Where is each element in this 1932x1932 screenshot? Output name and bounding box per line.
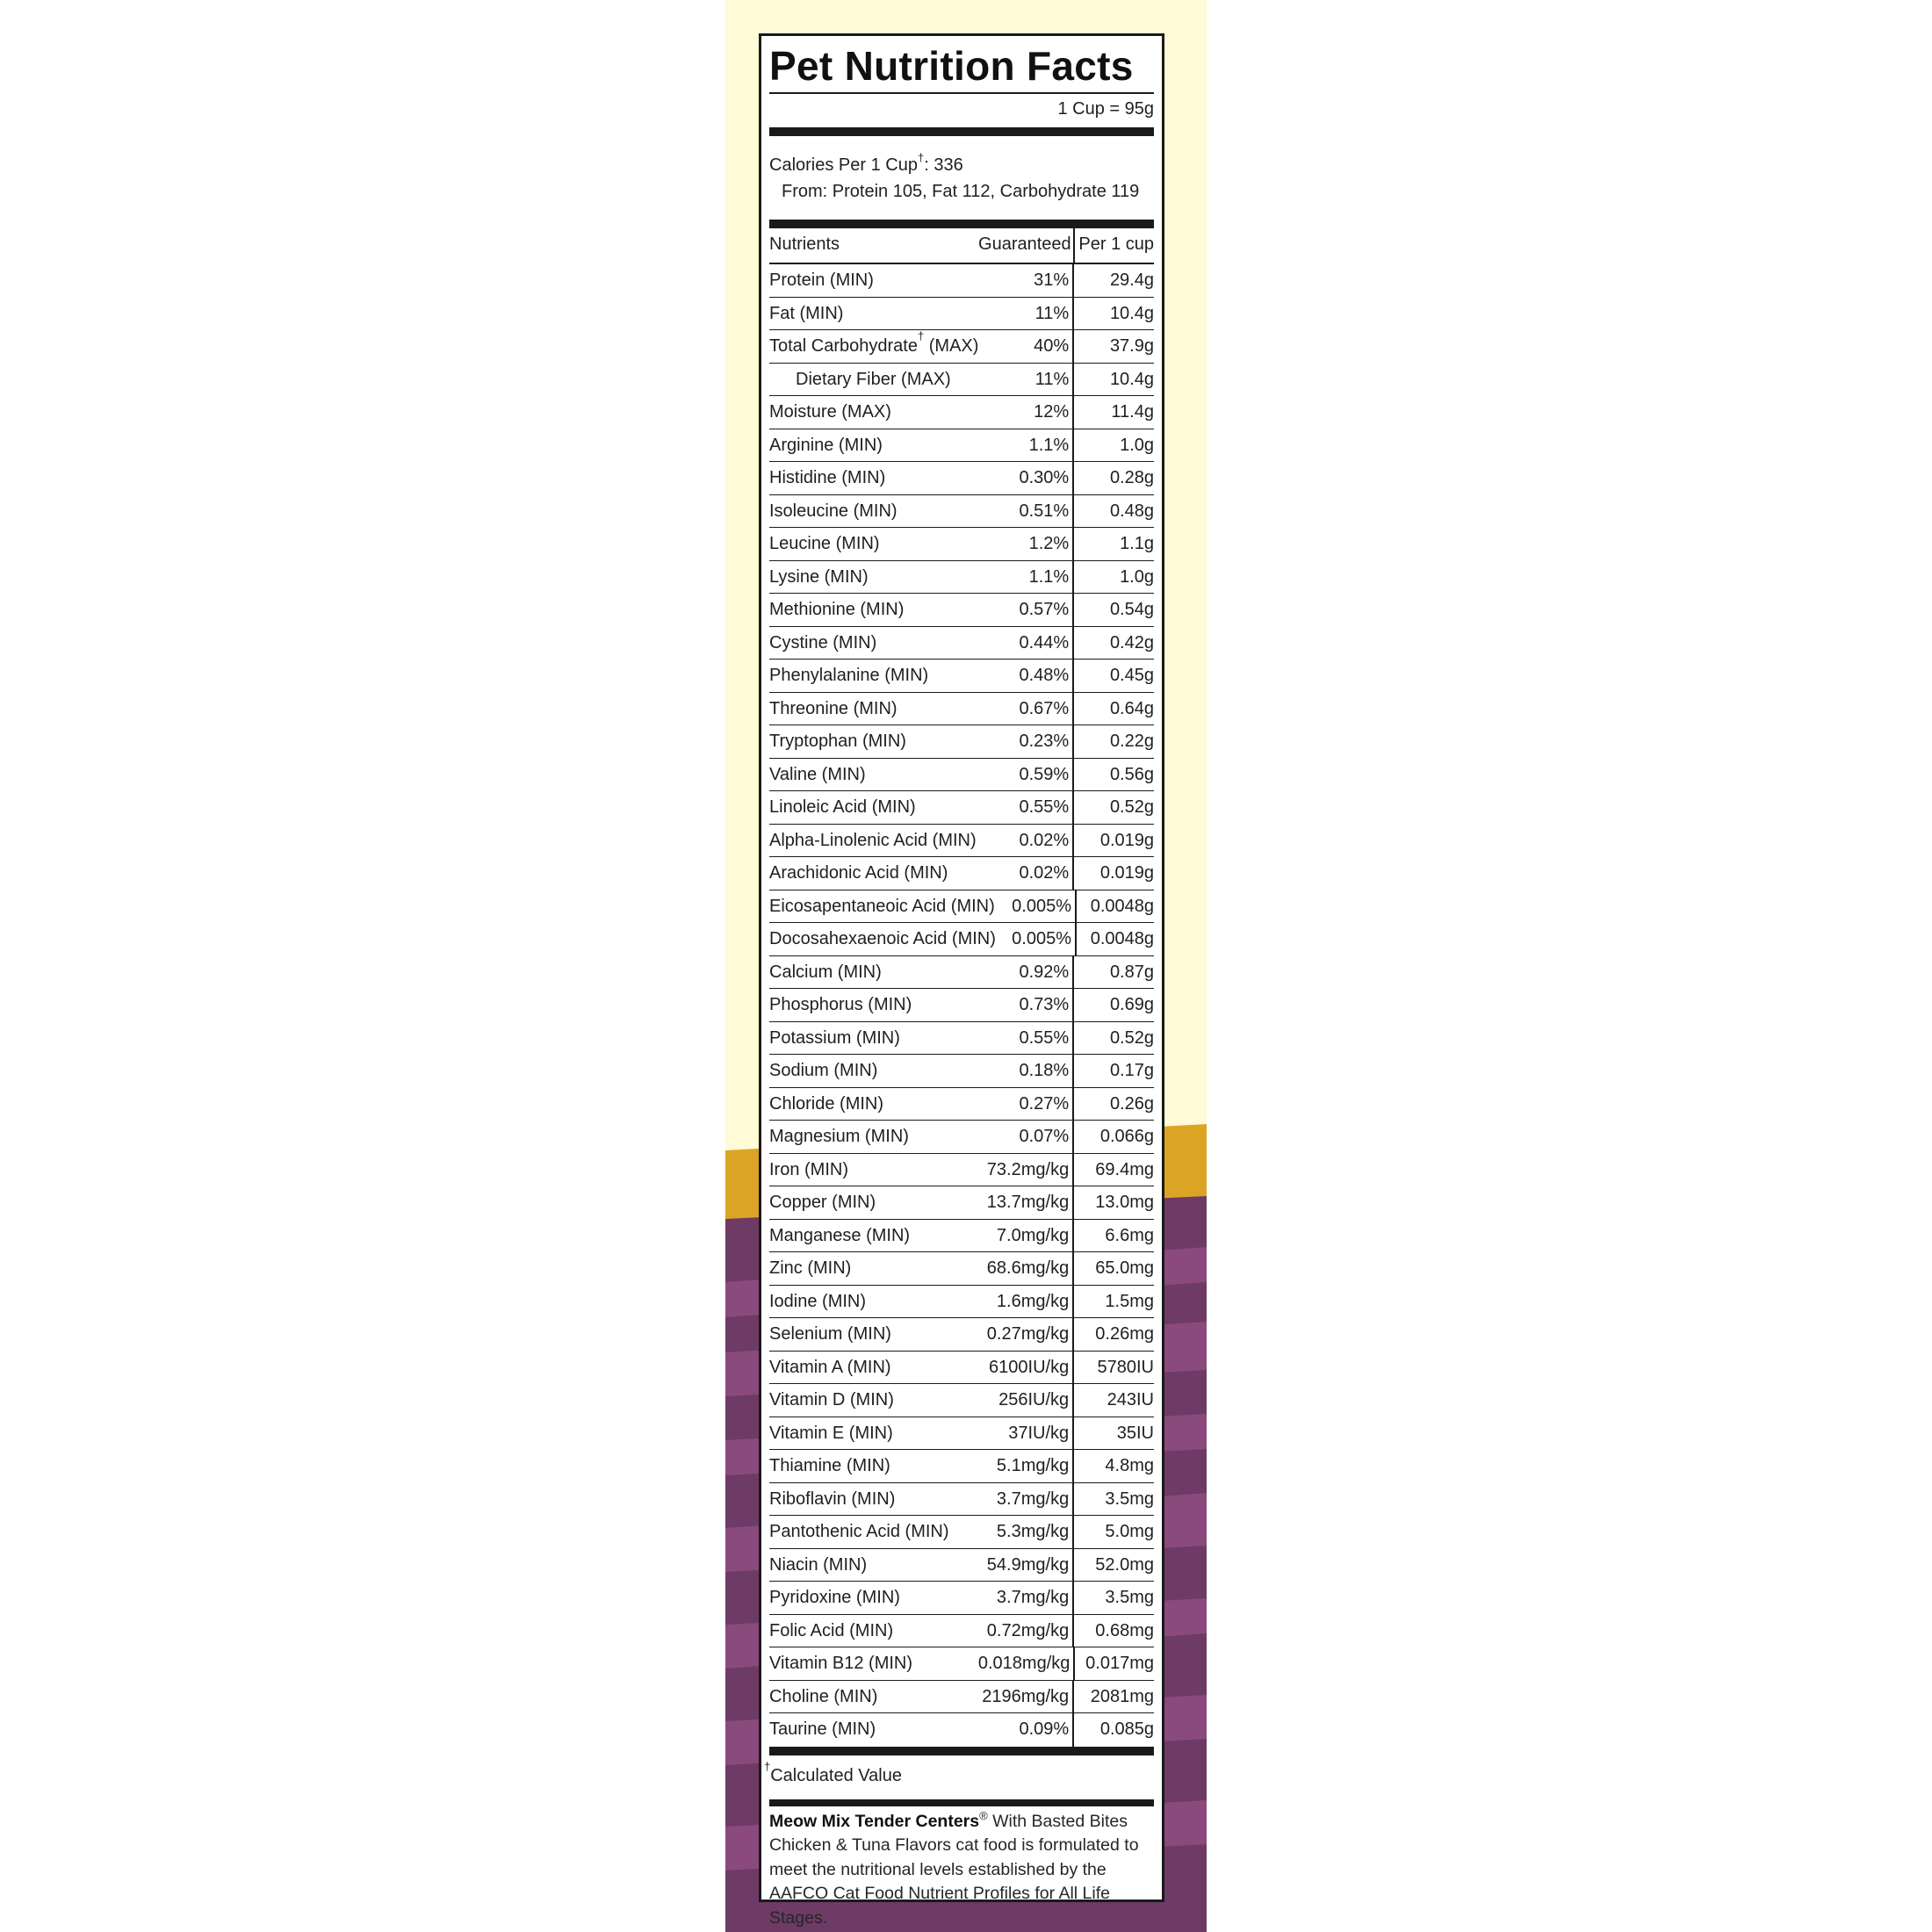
nutrient-name [769, 1055, 980, 1088]
nutrient-name-text: Manganese (MIN) [769, 1225, 911, 1245]
guaranteed-value: 0.005% [985, 923, 1075, 956]
guaranteed-value: 3.7mg/kg [980, 1582, 1072, 1615]
guaranteed-value: 0.73% [980, 989, 1072, 1022]
guaranteed-value: 0.51% [980, 495, 1072, 529]
serving-size: 1 Cup = 95g [769, 92, 1154, 127]
nutrient-name [769, 1483, 980, 1517]
nutrient-row [769, 759, 1154, 792]
guaranteed-value: 0.018mg/kg [978, 1647, 1073, 1681]
nutrient-row [769, 561, 1154, 595]
nutrient-row [769, 264, 1154, 298]
guaranteed-value: 2196mg/kg [980, 1681, 1072, 1714]
nutrient-row [769, 330, 1154, 364]
per-cup-value: 0.017mg [1073, 1647, 1154, 1681]
nutrient-row [769, 857, 1154, 890]
nutrient-name-text: Total Carbohydrate [769, 336, 918, 356]
nutrient-name [769, 1318, 980, 1352]
guaranteed-value: 68.6mg/kg [980, 1252, 1072, 1286]
nutrient-name-text: Sodium (MIN) [769, 1061, 878, 1080]
nutrient-name-text: Riboflavin (MIN) [769, 1489, 896, 1509]
nutrient-name [769, 1022, 980, 1056]
thick-divider [769, 1747, 1154, 1755]
nutrient-name-text: Phenylalanine (MIN) [769, 666, 929, 685]
per-cup-value: 11.4g [1072, 396, 1154, 429]
nutrient-name [769, 693, 980, 726]
nutrient-name [769, 660, 980, 693]
nutrient-name [769, 1450, 980, 1483]
per-cup-value: 243IU [1072, 1384, 1154, 1417]
nutrient-name [769, 594, 980, 627]
nutrient-row [769, 298, 1154, 331]
calories-block [769, 136, 1154, 220]
per-cup-value: 0.42g [1072, 627, 1154, 660]
nutrient-name [769, 1352, 980, 1385]
nutrient-name-text: Iron (MIN) [769, 1159, 848, 1179]
nutrient-name [769, 857, 980, 890]
per-cup-value: 10.4g [1072, 298, 1154, 331]
nutrient-name [769, 791, 980, 825]
nutrient-name-text: Niacin (MIN) [769, 1554, 868, 1575]
nutrient-name-text: Alpha-Linolenic Acid (MIN) [769, 830, 977, 850]
nutrient-name-suffix: (MAX) [924, 336, 979, 356]
guaranteed-value: 0.09% [1019, 1719, 1070, 1739]
header-nutrients: Nutrients [769, 234, 840, 254]
nutrient-row [769, 1615, 1154, 1648]
calories-label: Calories Per 1 Cup [769, 155, 918, 175]
nutrient-name-text: Selenium (MIN) [769, 1324, 891, 1344]
nutrient-name-text: Valine (MIN) [769, 764, 866, 784]
nutrient-name-text: Isoleucine (MIN) [769, 501, 898, 521]
calories-breakdown: From: Protein 105, Fat 112, Carbohydrate 119 [782, 182, 1140, 201]
nutrient-name [769, 1252, 980, 1286]
nutrient-row [769, 1582, 1154, 1615]
guaranteed-value: 3.7mg/kg [980, 1483, 1072, 1517]
nutrient-name-text: Eicosapentaneoic Acid (MIN) [769, 896, 995, 916]
guaranteed-value: 12% [980, 396, 1072, 429]
calories-dagger: † [917, 151, 925, 164]
nutrient-row [769, 890, 1154, 924]
per-cup-value: 0.019g [1072, 825, 1154, 858]
nutrient-name-text: Choline (MIN) [769, 1686, 878, 1706]
nutrient-name-text: Protein (MIN) [769, 270, 874, 290]
nutrient-name-text: Dietary Fiber (MAX) [796, 369, 951, 389]
per-cup-value: 0.28g [1072, 462, 1154, 495]
nutrient-name [769, 1549, 980, 1582]
nutrient-name [769, 1681, 980, 1714]
per-cup-value: 1.1g [1072, 528, 1154, 561]
guaranteed-value: 256IU/kg [980, 1384, 1072, 1417]
nutrient-name [769, 825, 980, 858]
guaranteed-value: 54.9mg/kg [980, 1549, 1072, 1582]
nutrient-name [769, 1516, 980, 1549]
nutrient-row [769, 1318, 1154, 1352]
nutrient-name-text: Docosahexaenoic Acid (MIN) [769, 929, 996, 948]
guaranteed-value: 0.07% [980, 1121, 1072, 1154]
guaranteed-value: 6100IU/kg [980, 1352, 1072, 1385]
calories-value: : 336 [924, 155, 963, 175]
nutrient-name [769, 429, 980, 463]
nutrient-name [769, 561, 980, 595]
statement-text: With Basted Bites Chicken & Tuna Flavors cat food is formulated to meet the nutritional levels established by the AAFCO Cat Food Nutrient Profiles for All Life Stages. [769, 1811, 1139, 1928]
guaranteed-value: 5.1mg/kg [980, 1450, 1072, 1483]
guaranteed-value: 0.55% [980, 1022, 1072, 1056]
per-cup-value: 3.5mg [1072, 1483, 1154, 1517]
nutrient-name [769, 627, 980, 660]
header-guaranteed: Guaranteed [978, 234, 1071, 254]
nutrient-name-text: Chloride (MIN) [769, 1093, 884, 1114]
nutrient-name-text: Thiamine (MIN) [769, 1456, 890, 1475]
nutrient-name-text: Magnesium (MIN) [769, 1127, 909, 1146]
guaranteed-value: 5.3mg/kg [980, 1516, 1072, 1549]
per-cup-value: 0.64g [1072, 693, 1154, 726]
nutrient-row [769, 693, 1154, 726]
nutrient-name [769, 364, 980, 397]
nutrient-name [769, 890, 995, 924]
nutrient-row [769, 923, 1154, 956]
per-cup-value: 5.0mg [1072, 1516, 1154, 1549]
nutrient-name-text: Cystine (MIN) [769, 632, 877, 652]
per-cup-value: 0.45g [1072, 660, 1154, 693]
nutrient-name-text: Zinc (MIN) [769, 1258, 852, 1278]
nutrient-name [769, 462, 980, 495]
per-cup-value: 10.4g [1072, 364, 1154, 397]
guaranteed-value: 0.27mg/kg [980, 1318, 1072, 1352]
nutrient-row [769, 1022, 1154, 1056]
guaranteed-value: 1.6mg/kg [980, 1286, 1072, 1319]
guaranteed-value: 0.18% [980, 1055, 1072, 1088]
nutrient-name [769, 1286, 980, 1319]
nutrient-name [769, 1713, 980, 1747]
guaranteed-value: 13.7mg/kg [980, 1186, 1072, 1220]
per-cup-value: 0.69g [1072, 989, 1154, 1022]
nutrient-name [769, 1647, 978, 1681]
per-cup-value: 0.52g [1072, 1022, 1154, 1056]
guaranteed-value: 0.02% [980, 825, 1072, 858]
nutrient-name [769, 396, 980, 429]
nutrient-name [769, 1121, 980, 1154]
nutrient-row [769, 1483, 1154, 1517]
nutrient-name [769, 1615, 980, 1648]
nutrient-row [769, 594, 1154, 627]
per-cup-value: 29.4g [1072, 264, 1154, 298]
nutrition-label [759, 33, 1164, 1928]
nutrient-row [769, 956, 1154, 990]
nutrient-row [769, 1549, 1154, 1582]
guaranteed-value: 0.67% [980, 693, 1072, 726]
nutrient-row [769, 528, 1154, 561]
per-cup-value: 13.0mg [1072, 1186, 1154, 1220]
nutrient-row [769, 1186, 1154, 1220]
statement-registered-mark: ® [979, 1808, 988, 1822]
nutrient-name-text: Tryptophan (MIN) [769, 732, 906, 751]
guaranteed-value: 73.2mg/kg [980, 1154, 1072, 1187]
guaranteed-value: 31% [980, 264, 1072, 298]
nutrient-row [769, 396, 1154, 429]
per-cup-value: 0.26mg [1072, 1318, 1154, 1352]
guaranteed-value: 0.72mg/kg [980, 1615, 1072, 1648]
nutrient-name-text: Phosphorus (MIN) [769, 995, 912, 1014]
nutrient-name-text: Fat (MIN) [769, 303, 844, 323]
nutrient-name [769, 1384, 980, 1417]
nutrient-table [769, 264, 1154, 1747]
calories-line [769, 152, 1154, 178]
guaranteed-value: 11% [980, 298, 1072, 331]
nutrient-row [769, 1450, 1154, 1483]
per-cup-value: 5780IU [1072, 1352, 1154, 1385]
nutrient-row [769, 1647, 1154, 1681]
nutrient-row [769, 1516, 1154, 1549]
nutrient-row [769, 660, 1154, 693]
nutrient-row [769, 1121, 1154, 1154]
per-cup-value: 0.085g [1072, 1713, 1154, 1747]
nutrient-name-text: Vitamin E (MIN) [769, 1423, 893, 1443]
nutrient-name-text: Lysine (MIN) [769, 566, 869, 587]
footnote-text: Calculated Value [770, 1765, 902, 1785]
per-cup-value: 0.54g [1072, 594, 1154, 627]
guaranteed-value: 11% [980, 364, 1072, 397]
guaranteed-value: 0.92% [980, 956, 1072, 990]
guaranteed-value: 40% [980, 330, 1072, 364]
nutrient-row [769, 364, 1154, 397]
nutrient-name-text: Iodine (MIN) [769, 1291, 867, 1311]
nutrient-row [769, 1352, 1154, 1385]
guaranteed-value: 7.0mg/kg [980, 1220, 1072, 1253]
nutrient-row [769, 791, 1154, 825]
per-cup-value: 0.68mg [1072, 1615, 1154, 1648]
per-cup-value: 52.0mg [1072, 1549, 1154, 1582]
guaranteed-value: 0.59% [980, 759, 1072, 792]
nutrient-name [769, 1417, 980, 1451]
nutrient-name [769, 956, 980, 990]
nutrient-row [769, 1220, 1154, 1253]
guaranteed-value: 0.44% [980, 627, 1072, 660]
nutrient-name [769, 528, 980, 561]
guaranteed-value: 0.48% [980, 660, 1072, 693]
nutrient-name [769, 1220, 980, 1253]
nutrient-row [769, 627, 1154, 660]
nutrient-table-header [769, 228, 1154, 264]
per-cup-value: 3.5mg [1072, 1582, 1154, 1615]
guaranteed-value: 1.1% [980, 429, 1072, 463]
guaranteed-value: 0.23% [980, 725, 1072, 759]
per-cup-value: 0.0048g [1075, 923, 1154, 956]
nutrient-name-text: Potassium (MIN) [769, 1027, 900, 1048]
guaranteed-value: 0.02% [980, 857, 1072, 890]
nutrient-name-text: Folic Acid (MIN) [769, 1620, 894, 1640]
guaranteed-value: 1.1% [980, 561, 1072, 595]
nutrient-row [769, 725, 1154, 759]
nutrient-name [769, 330, 980, 364]
per-cup-value: 6.6mg [1072, 1220, 1154, 1253]
per-cup-value: 1.0g [1072, 429, 1154, 463]
label-title: Pet Nutrition Facts [769, 43, 1134, 89]
nutrient-name-text: Calcium (MIN) [769, 962, 882, 982]
nutrient-name-text: Leucine (MIN) [769, 534, 880, 553]
per-cup-value: 1.0g [1072, 561, 1154, 595]
thick-divider [769, 127, 1154, 136]
thick-divider [769, 1799, 1154, 1806]
thick-divider [769, 220, 1154, 228]
nutrient-row [769, 1286, 1154, 1319]
nutrient-name-text: Arginine (MIN) [769, 435, 883, 455]
nutrient-name-text: Arachidonic Acid (MIN) [769, 863, 948, 883]
nutrient-name-text: Vitamin B12 (MIN) [769, 1654, 913, 1673]
nutrient-row [769, 1252, 1154, 1286]
nutrient-name-text: Moisture (MAX) [769, 402, 891, 422]
nutrient-name-text: Methionine (MIN) [769, 600, 905, 619]
per-cup-value: 0.48g [1072, 495, 1154, 529]
per-cup-value: 35IU [1072, 1417, 1154, 1451]
nutrient-name [769, 989, 980, 1022]
per-cup-value: 0.22g [1072, 725, 1154, 759]
nutrient-row [769, 1088, 1154, 1121]
guaranteed-value: 37IU/kg [980, 1417, 1072, 1451]
nutrient-row [769, 462, 1154, 495]
guaranteed-value: 0.55% [980, 791, 1072, 825]
nutrient-dagger: † [917, 329, 925, 342]
per-cup-value: 4.8mg [1072, 1450, 1154, 1483]
nutrient-name-text: Histidine (MIN) [769, 468, 886, 487]
guaranteed-value: 0.005% [985, 890, 1075, 924]
nutrient-name-text: Taurine (MIN) [769, 1719, 876, 1739]
per-cup-value: 0.066g [1072, 1121, 1154, 1154]
per-cup-value: 65.0mg [1072, 1252, 1154, 1286]
per-cup-value: 0.0048g [1075, 890, 1154, 924]
nutrient-row [769, 825, 1154, 858]
nutrient-row [769, 1713, 1154, 1747]
nutrient-row [769, 1681, 1154, 1714]
nutrient-row [769, 429, 1154, 463]
nutrient-name-text: Linoleic Acid (MIN) [769, 797, 916, 817]
per-cup-value: 0.17g [1072, 1055, 1154, 1088]
guaranteed-value: 0.57% [980, 594, 1072, 627]
nutrient-name-text: Pyridoxine (MIN) [769, 1588, 900, 1607]
nutrient-name [769, 1582, 980, 1615]
per-cup-value: 0.87g [1072, 956, 1154, 990]
nutrient-row [769, 1417, 1154, 1451]
per-cup-value: 37.9g [1072, 330, 1154, 364]
per-cup-value: 0.26g [1072, 1088, 1154, 1121]
per-cup-value: 0.56g [1072, 759, 1154, 792]
nutrient-name-text: Vitamin A (MIN) [769, 1357, 891, 1377]
guaranteed-value: 0.30% [980, 462, 1072, 495]
aafco-statement [769, 1806, 1154, 1931]
nutrient-name [769, 1088, 980, 1121]
nutrient-name [769, 298, 980, 331]
nutrient-name-text: Copper (MIN) [769, 1193, 876, 1212]
nutrient-row [769, 495, 1154, 529]
per-cup-value: 1.5mg [1072, 1286, 1154, 1319]
nutrient-row [769, 1154, 1154, 1187]
header-per-cup: Per 1 cup [1073, 228, 1154, 263]
guaranteed-value: 1.2% [980, 528, 1072, 561]
per-cup-value: 0.52g [1072, 791, 1154, 825]
footnote-dagger: † [764, 1759, 771, 1773]
nutrient-row [769, 989, 1154, 1022]
nutrient-row [769, 1384, 1154, 1417]
per-cup-value: 69.4mg [1072, 1154, 1154, 1187]
nutrient-name [769, 1154, 980, 1187]
nutrient-name [769, 264, 980, 298]
footnote [764, 1755, 1154, 1799]
nutrient-name-text: Threonine (MIN) [769, 698, 898, 718]
guaranteed-value: 0.27% [980, 1088, 1072, 1121]
nutrient-name-text: Pantothenic Acid (MIN) [769, 1522, 949, 1541]
nutrient-name [769, 759, 980, 792]
nutrient-name [769, 923, 996, 956]
per-cup-value: 2081mg [1072, 1681, 1154, 1714]
nutrient-name [769, 725, 980, 759]
nutrient-name [769, 495, 980, 529]
nutrient-row [769, 1055, 1154, 1088]
statement-brand: Meow Mix Tender Centers [769, 1811, 980, 1831]
nutrient-name [769, 1186, 980, 1220]
nutrient-name-text: Vitamin D (MIN) [769, 1390, 894, 1409]
per-cup-value: 0.019g [1072, 857, 1154, 890]
